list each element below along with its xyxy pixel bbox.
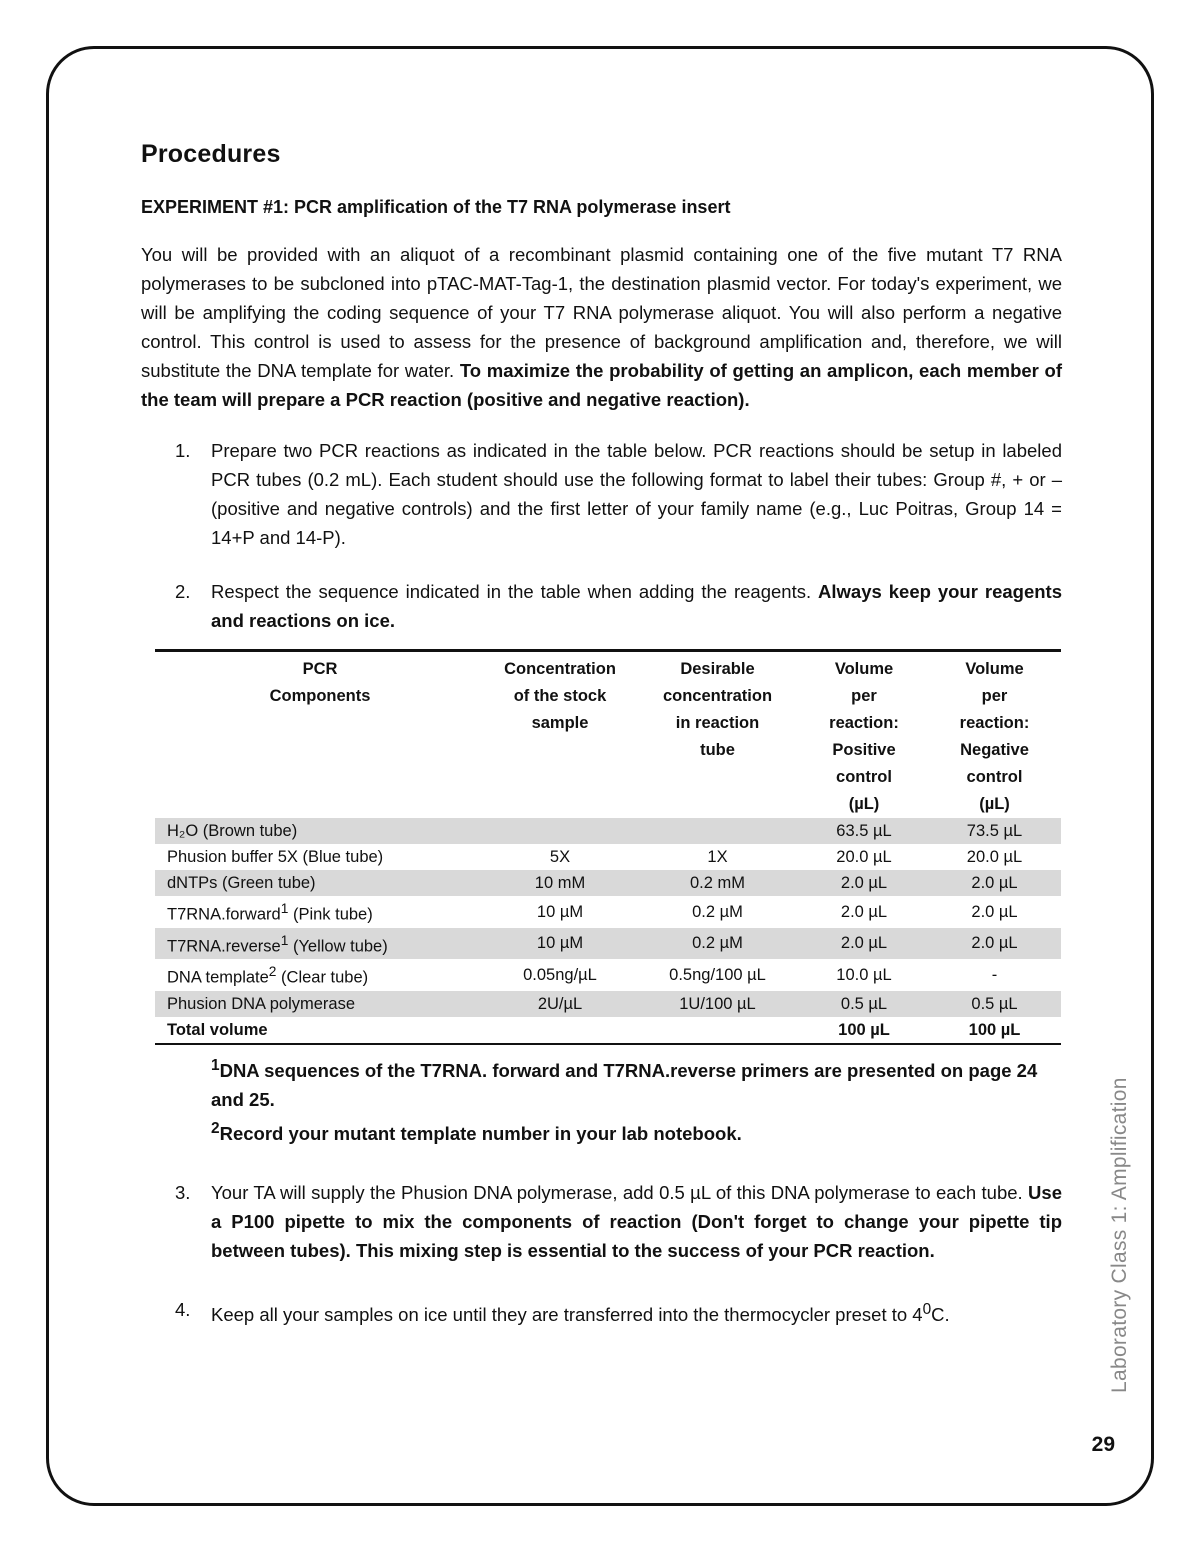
procedure-steps-continued xyxy=(141,1178,1062,1329)
step-3 xyxy=(141,1178,1062,1265)
step-number: 3. xyxy=(175,1181,191,1203)
step-text: Your TA will supply the Phusion DNA polymerase, add 0.5 µL of this DNA polymerase to each tube. xyxy=(211,1181,1029,1203)
table-row: dNTPs (Green tube) 10 mM 0.2 mM 2.0 µL 2.0 µL xyxy=(155,870,1061,896)
page-number: 29 xyxy=(1091,1433,1115,1456)
table-row: Phusion DNA polymerase 2U/µL 1U/100 µL 0.5 µL 0.5 µL xyxy=(155,991,1061,1017)
step-text: Keep all your samples on ice until they are transferred into the thermocycler preset to 4 xyxy=(211,1303,923,1325)
footnote-1: $^1$DNA sequences of the T7RNA. forward and T7RNA.reverse primers are presented on page 24 and 25. xyxy=(211,1056,1038,1110)
step-bold-text: Use a P100 pipette to mix the components of reaction (Don't forget to change your pipette tip between tubes). This mixing step is essential to the success of your PCR reaction. xyxy=(211,1181,1062,1261)
table-footnotes xyxy=(211,1051,1062,1148)
experiment-title: EXPERIMENT #1: PCR amplification of the T7 RNA polymerase insert xyxy=(141,197,731,217)
header-components: PCR Components xyxy=(269,660,371,705)
step-bold-text: Always keep your reagents and reactions on ice. xyxy=(211,581,1062,631)
procedure-steps xyxy=(141,436,1062,635)
intro-paragraph xyxy=(141,240,1062,414)
page-content xyxy=(141,140,1062,1329)
side-chapter-label: Laboratory Class 1: Amplification xyxy=(1108,1077,1131,1393)
header-volume-negative: Volume per reaction: Negative control (µL) xyxy=(959,660,1030,813)
header-volume-positive: Volume per reaction: Positive control (µL) xyxy=(829,660,899,813)
table-header-row xyxy=(155,651,1061,819)
section-heading: Procedures xyxy=(141,140,281,168)
table-row: T7RNA.forward$^1$ (Pink tube) 10 µM 0.2 µM 2.0 µL 2.0 µL xyxy=(167,901,1018,924)
step-text: Respect the sequence indicated in the table when adding the reagents. xyxy=(211,581,819,602)
table-row: H₂O (Brown tube) 63.5 µL 73.5 µL xyxy=(155,818,1061,844)
step-number: 1. xyxy=(175,440,191,461)
table-row: Phusion buffer 5X (Blue tube) 5X 1X 20.0 µL 20.0 µL xyxy=(167,848,1023,866)
step-4: 4. Keep all your samples on ice until they are transferred into the thermocycler preset to $4^0C$. xyxy=(141,1295,1062,1329)
step-2 xyxy=(141,577,1062,635)
step-1 xyxy=(141,436,1062,552)
footnote-2: $^2$Record your mutant template number in your lab notebook. xyxy=(211,1119,742,1144)
step-text: Prepare two PCR reactions as indicated in the table below. PCR reactions should be setup in labeled PCR tubes (0.2 mL). Each student should use the following format to label their tubes: Group #, + or – (positive and negative controls) and the first letter of your family name (e.g., Luc Poitras, Group 14 = 14+P and 14-P). xyxy=(211,440,1062,548)
table-row: T7RNA.reverse$^1$ (Yellow tube) 10 µM 0.2 µM 2.0 µL 2.0 µL xyxy=(155,928,1061,960)
header-stock-concentration: Concentration of the stock sample xyxy=(504,660,616,732)
intro-bold-text: To maximize the probability of getting an amplicon, each member of the team will prepare a PCR reaction (positive and negative reaction). xyxy=(141,360,1062,410)
table-row-total: Total volume 100 µL 100 µL xyxy=(167,1020,1021,1039)
table-row: DNA template$^2$ (Clear tube) 0.05ng/µL 0.5ng/100 µL 10.0 µL - xyxy=(167,964,998,987)
header-desirable-concentration: Desirable concentration in reaction tube xyxy=(662,660,773,759)
pcr-components-table xyxy=(155,649,1061,1045)
step-number: 2. xyxy=(175,581,191,602)
step-number: 4. xyxy=(175,1298,191,1320)
intro-text: You will be provided with an aliquot of a recombinant plasmid containing one of the five mutant T7 RNA polymerases to be subcloned into pTAC-MAT-Tag-1, the destination plasmid vector. For today's experiment, we will be amplifying the coding sequence of your T7 RNA polymerase aliquot. You will also perform a negative control. This control is used to assess for the presence of background amplification and, therefore, we will substitute the DNA template for water. xyxy=(141,244,1062,381)
